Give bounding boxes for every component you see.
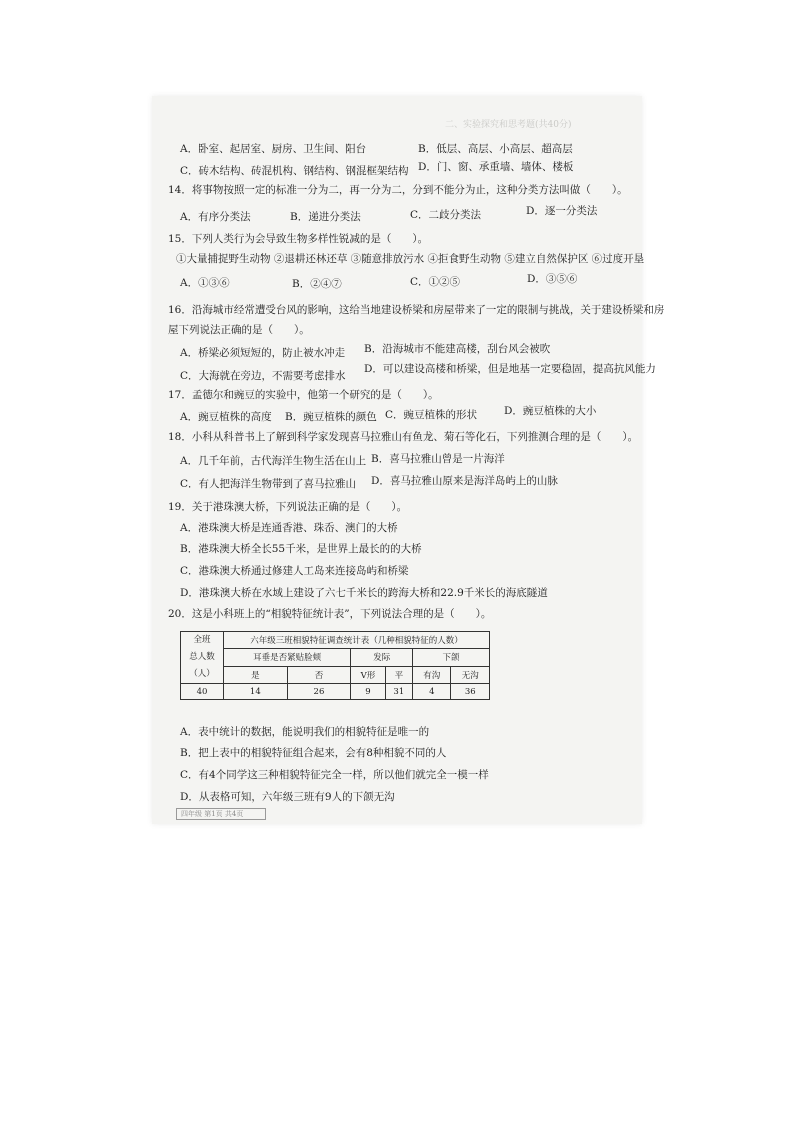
value-no-cleft: 36 — [451, 684, 490, 700]
q17-option-a: A．豌豆植株的高度 — [180, 411, 272, 423]
q16-option-a: A．桥梁必须短短的，防止被水冲走 — [180, 347, 346, 359]
q17-option-d: D．豌豆植株的大小 — [504, 405, 597, 417]
q14-option-c: C．二歧分类法 — [410, 209, 482, 221]
q16-stem-line1: 16．沿海城市经常遭受台风的影响，这给当地建设桥梁和房屋带来了一定的限制与挑战，关于建设桥梁和房 — [168, 304, 665, 316]
q16-stem-line2: 屋下列说法正确的是（ ）。 — [168, 324, 310, 336]
appearance-stats-table — [180, 631, 490, 700]
subhead-cleft: 有沟 — [413, 666, 451, 683]
q18-stem: 18．小科从科普书上了解到科学家发现喜马拉雅山有鱼龙、菊石等化石，下列推测合理的是（ ）。 — [168, 431, 639, 443]
q18-option-c: C．有人把海洋生物带到了喜马拉雅山 — [180, 478, 357, 490]
q15-option-a: A．①③⑥ — [180, 277, 230, 289]
subhead-yes: 是 — [224, 666, 288, 683]
page-footer-label: 四年级 第1页 共4页 — [176, 808, 266, 820]
q13-option-d: D．门、窗、承重墙、墙体、楼板 — [418, 161, 574, 173]
q17-option-b: B．豌豆植株的颜色 — [285, 411, 377, 423]
q13-option-c: C．砖木结构、砖混机构、钢结构、钢混框架结构 — [180, 165, 409, 177]
q15-stem: 15．下列人类行为会导致生物多样性锐减的是（ ）。 — [168, 233, 429, 245]
corner-line-1: 全班 — [193, 635, 211, 645]
q19-stem: 19．关于港珠澳大桥，下列说法正确的是（ ）。 — [168, 501, 408, 513]
subhead-v-shape: V形 — [351, 666, 385, 683]
q18-option-d: D．喜马拉雅山原来是海洋岛屿上的山脉 — [371, 475, 558, 487]
subhead-no-cleft: 无沟 — [451, 666, 490, 683]
group-chin: 下颌 — [413, 649, 490, 666]
group-hairline: 发际 — [351, 649, 413, 666]
q15-option-b: B．②④⑦ — [292, 278, 342, 290]
q20-option-a: A．表中统计的数据，能说明我们的相貌特征是唯一的 — [180, 726, 430, 738]
q14-option-b: B．递进分类法 — [290, 211, 361, 223]
q19-option-c: C．港珠澳大桥通过修建人工岛来连接岛屿和桥梁 — [180, 565, 409, 577]
value-cleft: 4 — [413, 684, 451, 700]
table-corner-cell — [181, 632, 224, 684]
q17-stem: 17．孟德尔和豌豆的实验中，他第一个研究的是（ ）。 — [168, 389, 439, 401]
q16-option-b: B．沿海城市不能建高楼，刮台风会被吹 — [364, 343, 551, 355]
q17-option-c: C．豌豆植株的形状 — [385, 409, 478, 421]
subhead-flat: 平 — [385, 666, 413, 683]
q13-option-b: B．低层、高层、小高层、超高层 — [418, 143, 573, 155]
q19-option-d: D．港珠澳大桥在水域上建设了六七千米长的跨海大桥和22.9千米长的海底隧道 — [180, 587, 548, 599]
q14-option-d: D．逐一分类法 — [526, 205, 598, 217]
q13-option-a: A．卧室、起居室、厨房、卫生间、阳台 — [180, 143, 367, 155]
q20-option-b: B．把上表中的相貌特征组合起来，会有8种相貌不同的人 — [180, 747, 447, 759]
q15-items: ①大量捕捉野生动物 ②退耕还林还草 ③随意排放污水 ④拒食野生动物 ⑤建立自然保护区 ⑥过度开垦 — [176, 253, 645, 265]
q18-option-a: A．几千年前，古代海洋生物生活在山上 — [180, 455, 367, 467]
value-no: 26 — [287, 684, 351, 700]
value-flat: 31 — [385, 684, 413, 700]
q14-option-a: A．有序分类法 — [180, 211, 251, 223]
q15-option-d: D．③⑤⑥ — [527, 273, 578, 285]
faint-section-title: 二、实验探究和思考题(共40分) — [445, 120, 572, 130]
corner-line-3: （人） — [189, 669, 215, 679]
q19-option-a: A．港珠澳大桥是连通香港、珠岙、澳门的大桥 — [180, 522, 398, 534]
value-yes: 14 — [224, 684, 288, 700]
table-total: 40 — [181, 684, 224, 700]
q20-stem: 20．这是小科班上的“相貌特征统计表”，下列说法合理的是（ ）。 — [168, 608, 492, 620]
corner-line-2: 总人数 — [189, 652, 215, 662]
group-earlobe: 耳垂是否紧贴脸颊 — [224, 649, 351, 666]
q16-option-c: C．大海就在旁边，不需要考虑排水 — [180, 370, 346, 382]
value-v-shape: 9 — [351, 684, 385, 700]
table-title: 六年级三班相貌特征调查统计表（几种相貌特征的人数） — [224, 632, 490, 649]
q15-option-c: C．①②⑤ — [410, 276, 461, 288]
q16-option-d: D．可以建设高楼和桥梁，但是地基一定要稳固，提高抗风能力 — [364, 363, 656, 375]
q20-option-d: D．从表格可知，六年级三班有9人的下颌无沟 — [180, 791, 395, 803]
subhead-no: 否 — [287, 666, 351, 683]
q18-option-b: B．喜马拉雅山曾是一片海洋 — [371, 453, 505, 465]
q14-stem: 14．将事物按照一定的标准一分为二，再一分为二，分到不能分为止，这种分类方法叫做（ ）。 — [168, 184, 628, 196]
q19-option-b: B．港珠澳大桥全长55千米，是世界上最长的的大桥 — [180, 543, 422, 555]
q20-option-c: C．有4个同学这三种相貌特征完全一样，所以他们就完全一模一样 — [180, 769, 489, 781]
